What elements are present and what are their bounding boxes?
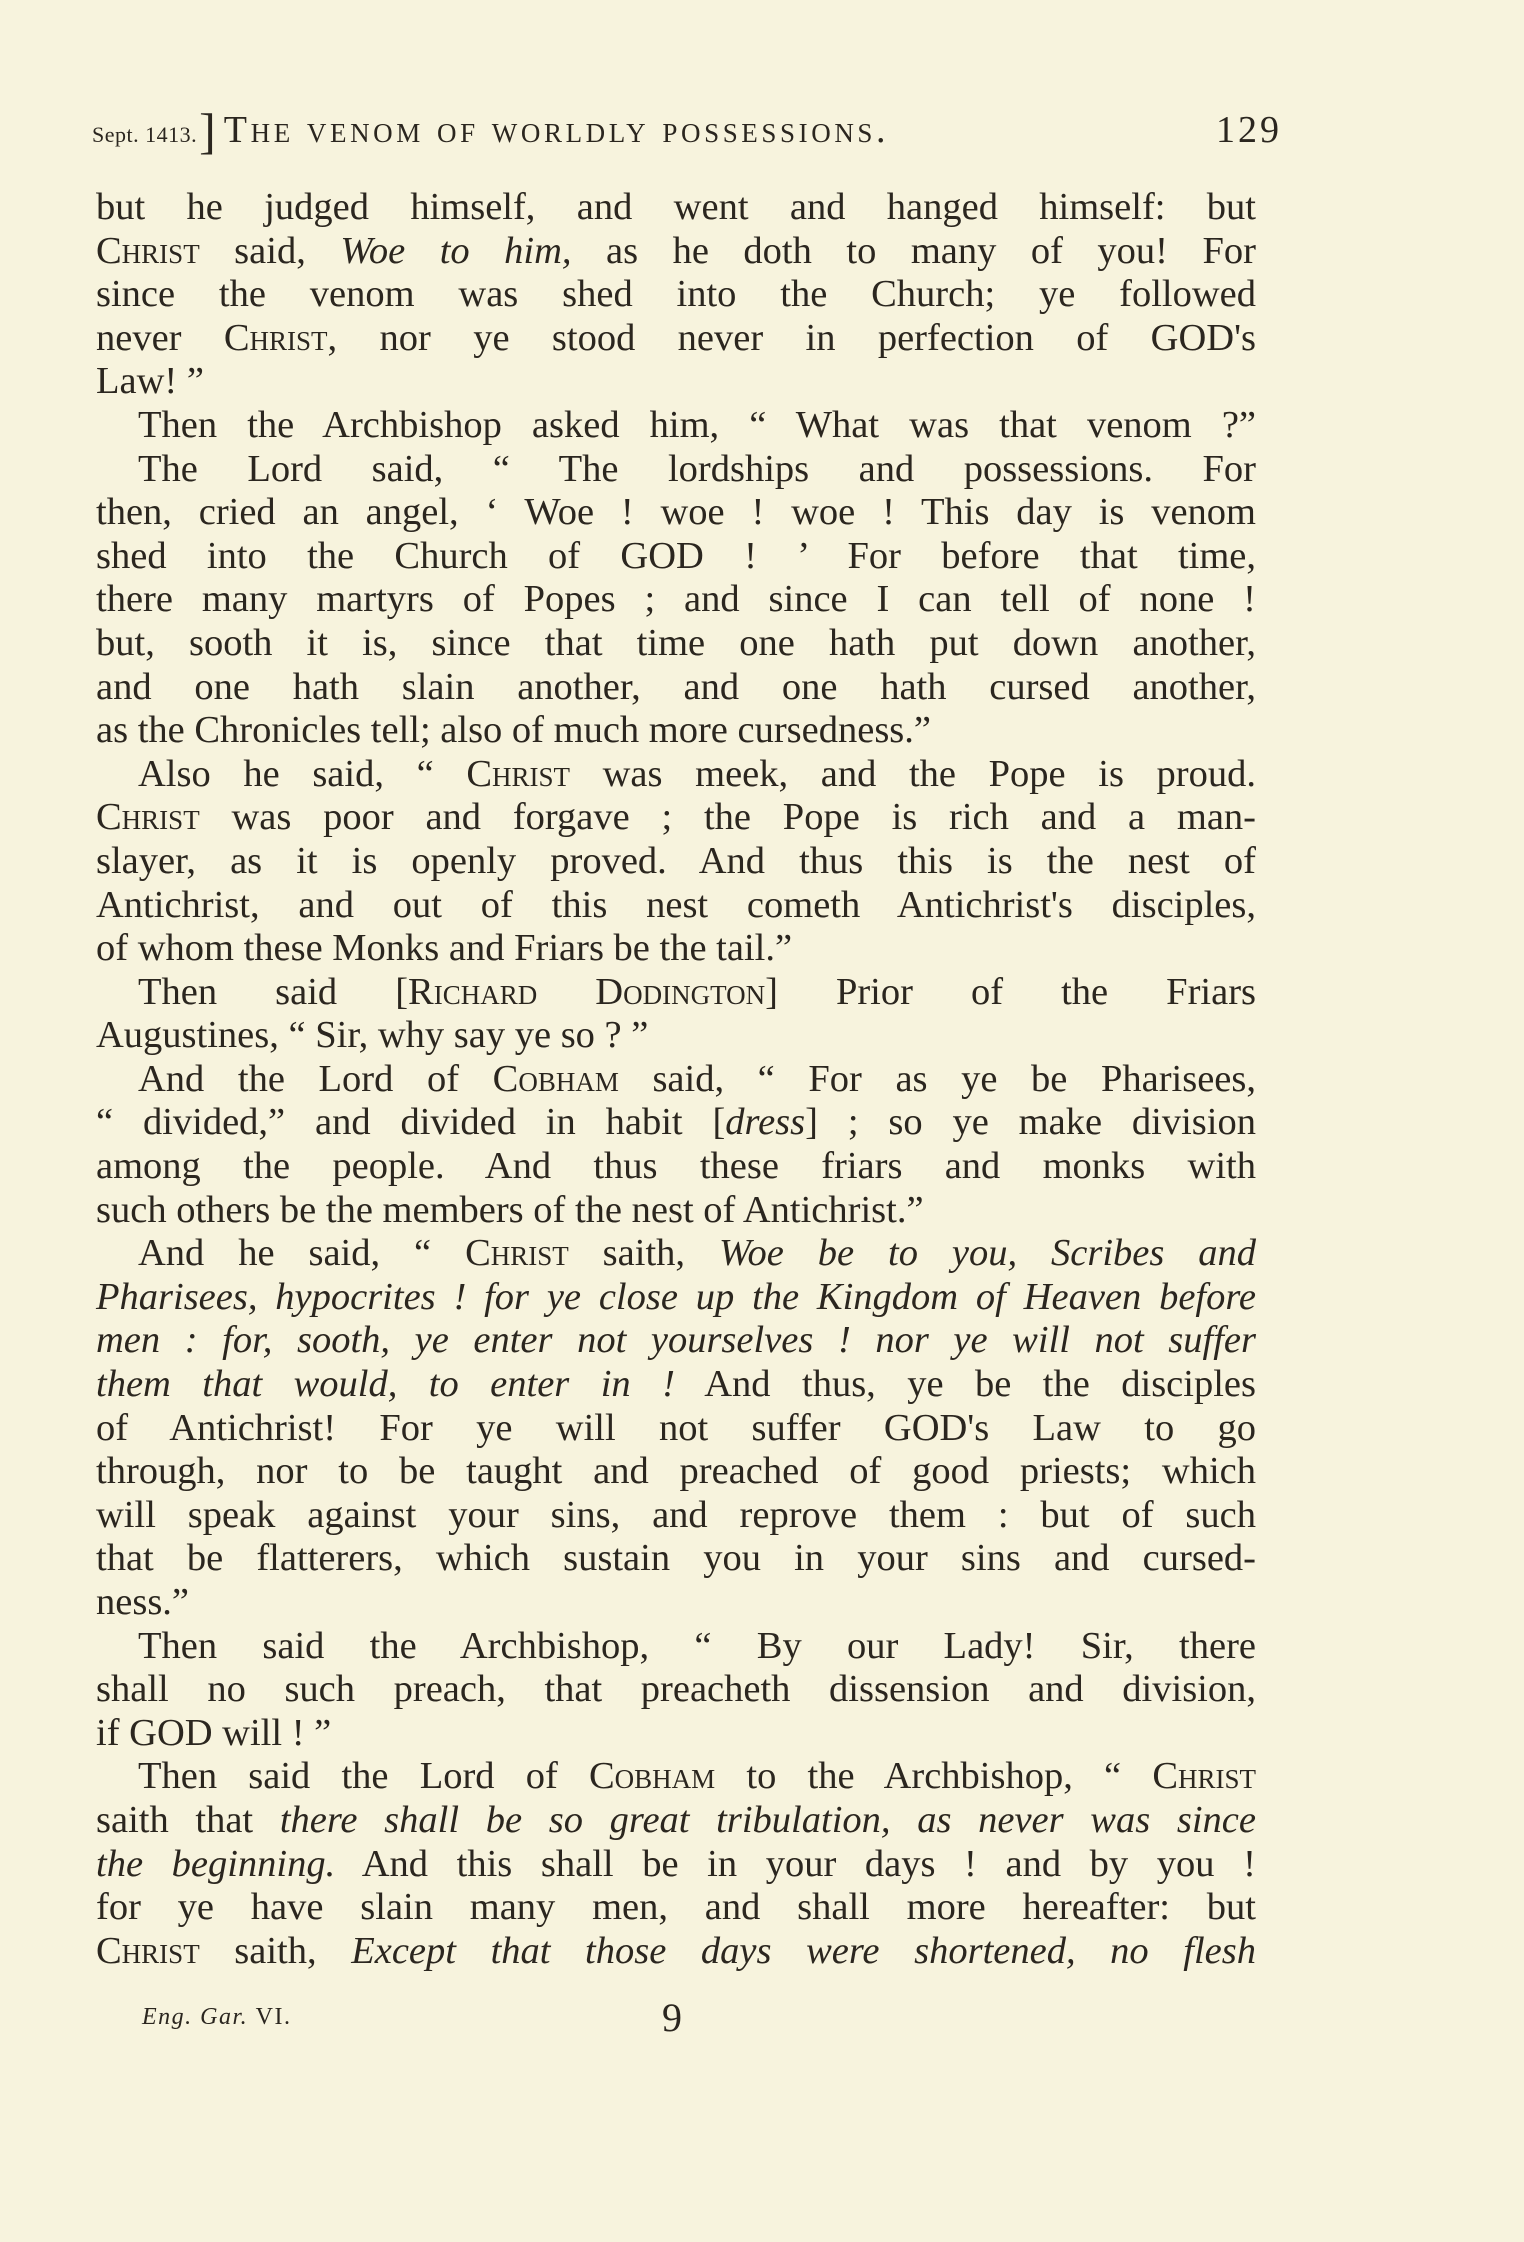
text-line (96, 622, 1256, 666)
running-head (92, 100, 1282, 160)
text-line (96, 535, 1256, 579)
text-line (96, 491, 1256, 535)
text-line (96, 1232, 1256, 1276)
text-run: saith that (96, 1798, 280, 1841)
text-line (96, 927, 1256, 971)
text-run: will speak against your sins, and reprove them : but of such (96, 1493, 1256, 1536)
text-line (96, 753, 1256, 797)
text-line (96, 884, 1256, 928)
text-run: ness.” (96, 1581, 190, 1623)
text-run: Then said [ (138, 970, 409, 1013)
small-caps-text: Christ (1152, 1755, 1256, 1798)
small-caps-text: Christ (96, 1929, 200, 1972)
text-line (96, 360, 1256, 404)
small-caps-text: Cobham (492, 1057, 619, 1100)
text-line (96, 1494, 1256, 1538)
text-line (96, 1101, 1256, 1145)
text-run: And thus, ye be the disciples (674, 1363, 1256, 1406)
text-line (96, 796, 1256, 840)
body-text (96, 186, 1256, 1973)
text-line (96, 1450, 1256, 1494)
text-line (96, 1625, 1256, 1669)
text-run: And he said, “ (138, 1232, 466, 1275)
text-run: there many martyrs of Popes ; and since I can tell of none ! (96, 578, 1256, 621)
text-line (96, 230, 1256, 274)
footer-sheet-number: 9 (662, 1995, 682, 2040)
text-run: shed into the Church of GOD ! ’ For before that time, (96, 534, 1256, 577)
text-line (96, 1537, 1256, 1581)
text-run: never (96, 316, 224, 359)
text-run: of Antichrist! For ye will not suffer GOD's Law to go (96, 1406, 1256, 1449)
text-line (96, 186, 1256, 230)
text-line (96, 1886, 1256, 1930)
text-line (96, 404, 1256, 448)
running-head-title: The venom of worldly possessions. (223, 109, 890, 151)
italic-text: them that would, to enter in ! (96, 1363, 675, 1406)
text-line (96, 971, 1256, 1015)
text-run: among the people. And thus these friars and monks with (96, 1145, 1256, 1188)
text-line (96, 1014, 1256, 1058)
text-run: said, “ For as ye be Pharisees, (618, 1057, 1257, 1100)
text-line (96, 1755, 1256, 1799)
text-run: such others be the members of the nest of Antichrist.” (96, 1188, 924, 1231)
text-line (96, 840, 1256, 884)
italic-text: dress (725, 1101, 806, 1144)
text-run: but he judged himself, and went and hanged himself: but (96, 186, 1256, 228)
text-line (96, 1058, 1256, 1102)
text-run: Antichrist, and out of this nest cometh Antichrist's disciples, (96, 883, 1256, 926)
italic-text: Woe to him, (340, 229, 572, 272)
footer-signature-title: Eng. Gar. (142, 2004, 249, 2030)
text-run: Then said the Lord of (138, 1755, 589, 1798)
text-run: to the Archbishop, “ (715, 1755, 1153, 1798)
text-line (96, 1581, 1256, 1625)
text-line (96, 448, 1256, 492)
text-line (96, 1843, 1256, 1887)
italic-text: Pharisees, hypocrites ! for ye close up the Kingdom of Heaven before (96, 1275, 1256, 1318)
small-caps-text: Cobham (588, 1755, 716, 1798)
text-line (96, 1363, 1256, 1407)
text-run: of whom these Monks and Friars be the tail.” (96, 927, 793, 970)
text-line (96, 709, 1256, 753)
running-head-bracket: ] (199, 103, 216, 159)
text-run: shall no such preach, that preacheth dissension and division, (96, 1668, 1256, 1711)
text-run: since the venom was shed into the Church; ye followed (96, 273, 1256, 316)
text-run: as he doth to many of you! For (571, 229, 1256, 272)
text-line (96, 666, 1256, 710)
text-line (96, 1799, 1256, 1843)
small-caps-text: Christ (96, 229, 200, 272)
text-line (96, 317, 1256, 361)
text-line (96, 578, 1256, 622)
text-run: as the Chronicles tell; also of much more cursedness.” (96, 709, 932, 752)
text-line (96, 1189, 1256, 1233)
text-run: ] Prior of the Friars (765, 970, 1257, 1013)
text-run: and one hath slain another, and one hath cursed another, (96, 665, 1256, 708)
text-run: said, (199, 229, 341, 272)
text-run: then, cried an angel, ‘ Woe ! woe ! woe ! This day is venom (96, 491, 1256, 534)
text-line (96, 1319, 1256, 1363)
text-run: “ divided,” and divided in habit [ (96, 1101, 726, 1144)
italic-text: there shall be so great tribulation, as never was since (279, 1798, 1256, 1841)
small-caps-text: Richard Dodington (408, 970, 766, 1013)
text-line (96, 1712, 1256, 1756)
footer-volume: VI. (255, 2004, 292, 2030)
small-caps-text: Christ (223, 316, 328, 359)
text-run: Augustines, “ Sir, why say ye so ? ” (96, 1014, 649, 1057)
text-run: And this shall be in your days ! and by you ! (335, 1842, 1256, 1885)
text-line (96, 1668, 1256, 1712)
text-run: saith, (568, 1232, 719, 1275)
text-run: Then the Archbishop asked him, “ What was that venom ?” (138, 403, 1256, 446)
text-run: And the Lord of (138, 1057, 493, 1100)
text-run: if GOD will ! ” (96, 1711, 332, 1754)
text-run: was poor and forgave ; the Pope is rich and a man- (199, 796, 1256, 839)
text-run: The Lord said, “ The lordships and possessions. For (138, 447, 1256, 490)
text-line (96, 1145, 1256, 1189)
text-run: for ye have slain many men, and shall more hereafter: but (96, 1886, 1256, 1929)
text-line (96, 1930, 1256, 1974)
text-run: through, nor to be taught and preached of good priests; which (96, 1450, 1256, 1493)
text-run: Law! ” (96, 360, 204, 403)
italic-text: Woe be to you, Scribes and (718, 1232, 1257, 1275)
text-run: was meek, and the Pope is proud. (570, 752, 1256, 795)
text-run: but, sooth it is, since that time one hath put down another, (96, 621, 1256, 664)
text-run: saith, (199, 1929, 352, 1972)
small-caps-text: Christ (465, 1232, 569, 1275)
text-line (96, 1276, 1256, 1320)
page-number: 129 (1216, 109, 1282, 151)
italic-text: Except that those days were shortened, no flesh (351, 1929, 1256, 1972)
italic-text: men : for, sooth, ye enter not yourselves ! nor ye will not suffer (96, 1319, 1256, 1362)
small-caps-text: Christ (466, 752, 570, 795)
text-run: , nor ye stood never in perfection of GOD's (327, 316, 1257, 359)
footer-signature (142, 2004, 292, 2031)
text-line (96, 1407, 1256, 1451)
text-run: ] ; so ye make division (805, 1101, 1256, 1144)
page-footer (142, 1992, 842, 2042)
text-run: that be flatterers, which sustain you in your sins and cursed- (96, 1537, 1256, 1580)
text-run: Also he said, “ (138, 752, 467, 795)
text-run: Then said the Archbishop, “ By our Lady! Sir, there (138, 1624, 1256, 1667)
running-head-date: Sept. 1413. (92, 122, 198, 147)
text-run: slayer, as it is openly proved. And thus this is the nest of (96, 839, 1256, 882)
small-caps-text: Christ (96, 796, 200, 839)
text-line (96, 273, 1256, 317)
italic-text: the beginning. (96, 1842, 336, 1885)
